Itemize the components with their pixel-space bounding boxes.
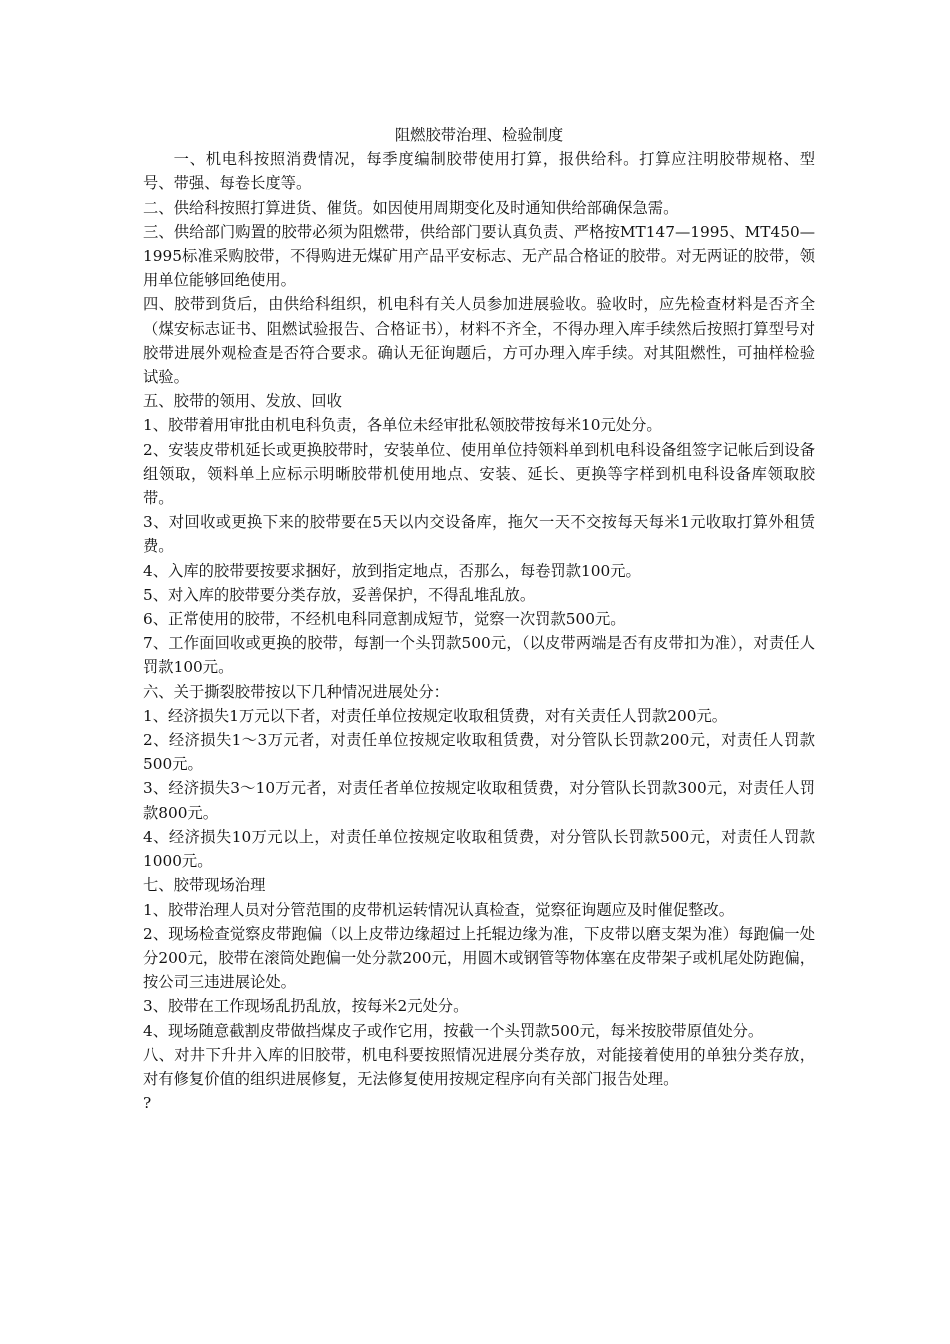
section-heading-5: 五、胶带的领用、发放、回收 (143, 392, 342, 411)
paragraph-6-3: 3、经济损失3～10万元者，对责任者单位按规定收取租赁费，对分管队长罚款300元，对责任人罚款800元。 (143, 779, 815, 822)
paragraph-1: 一、机电科按照消费情况，每季度编制胶带使用打算，报供给科。打算应注明胶带规格、型号、带强、每卷长度等。 (143, 150, 815, 193)
paragraph-5-7: 7、工作面回收或更换的胶带，每割一个头罚款500元，（以皮带两端是否有皮带扣为准），对责任人罚款100元。 (143, 634, 815, 677)
paragraph-7-4: 4、现场随意截割皮带做挡煤皮子或作它用，按截一个头罚款500元，每米按胶带原值处分。 (143, 1021, 764, 1040)
paragraph-7-3: 3、胶带在工作现场乱扔乱放，按每米2元处分。 (143, 997, 469, 1016)
paragraph-5-6: 6、正常使用的胶带，不经机电科同意割成短节，觉察一次罚款500元。 (143, 610, 626, 629)
paragraph-5-2: 2、安装皮带机延长或更换胶带时，安装单位、使用单位持领料单到机电科设备组签字记帐后到设备组领取，领料单上应标示明晰胶带机使用地点、安装、延长、更换等字样到机电科设备库领取胶带。 (143, 440, 815, 508)
paragraph-5-3: 3、对回收或更换下来的胶带要在5天以内交设备库，拖欠一天不交按每天每米1元收取打算外租赁费。 (143, 513, 815, 556)
section-heading-7: 七、胶带现场治理 (143, 876, 266, 895)
paragraph-6-1: 1、经济损失1万元以下者，对责任单位按规定收取租赁费，对有关责任人罚款200元。 (143, 706, 728, 725)
section-heading-6: 六、关于撕裂胶带按以下几种情况进展处分： (143, 682, 449, 701)
paragraph-4: 四、胶带到货后，由供给科组织，机电科有关人员参加进展验收。验收时，应先检查材料是否齐全（煤安标志证书、阻燃试验报告、合格证书），材料不齐全，不得办理入库手续然后按照打算型号对胶带进展外观检查是否符合要求。确认无征询题后，方可办理入库手续。对其阻燃性，可抽样检验试验。 (143, 295, 815, 387)
paragraph-5-4: 4、入库的胶带要按要求捆好，放到指定地点，否那么，每卷罚款100元。 (143, 561, 641, 580)
paragraph-5-1: 1、胶带着用审批由机电科负责，各单位未经审批私领胶带按每米10元处分。 (143, 416, 662, 435)
paragraph-3: 三、供给部门购置的胶带必须为阻燃带，供给部门要认真负责、严格按MT147—1995、MT450—1995标准采购胶带，不得购进无煤矿用产品平安标志、无产品合格证的胶带。对无两证的胶带，领用单位能够回绝使用。 (143, 222, 815, 290)
document-title: 阻燃胶带治理、检验制度 (394, 126, 564, 144)
paragraph-8: 八、对井下升井入库的旧胶带，机电科要按照情况进展分类存放，对能接着使用的单独分类存放，对有修复价值的组织进展修复，无法修复使用按规定程序向有关部门报告处理。 (143, 1045, 815, 1088)
document-page (143, 123, 815, 1115)
paragraph-7-1: 1、胶带治理人员对分管范围的皮带机运转情况认真检查，觉察征询题应及时催促整改。 (143, 900, 735, 919)
paragraph-5-5: 5、对入库的胶带要分类存放，妥善保护，不得乱堆乱放。 (143, 585, 536, 604)
paragraph-2: 二、供给科按照打算进货、催货。如因使用周期变化及时通知供给部确保急需。 (143, 198, 679, 217)
paragraph-7-2: 2、现场检查觉察皮带跑偏（以上皮带边缘超过上托辊边缘为准，下皮带以磨支架为准）每跑偏一处分200元，胶带在滚筒处跑偏一处分款200元，用圆木或钢管等物体塞在皮带架子或机尾处防跑偏，按公司三违进展论处。 (143, 924, 815, 992)
trailing-mark: ? (143, 1094, 152, 1113)
paragraph-6-4: 4、经济损失10万元以上，对责任单位按规定收取租赁费，对分管队长罚款500元，对责任人罚款1000元。 (143, 827, 815, 871)
paragraph-6-2: 2、经济损失1～3万元者，对责任单位按规定收取租赁费，对分管队长罚款200元，对责任人罚款500元。 (143, 731, 815, 774)
